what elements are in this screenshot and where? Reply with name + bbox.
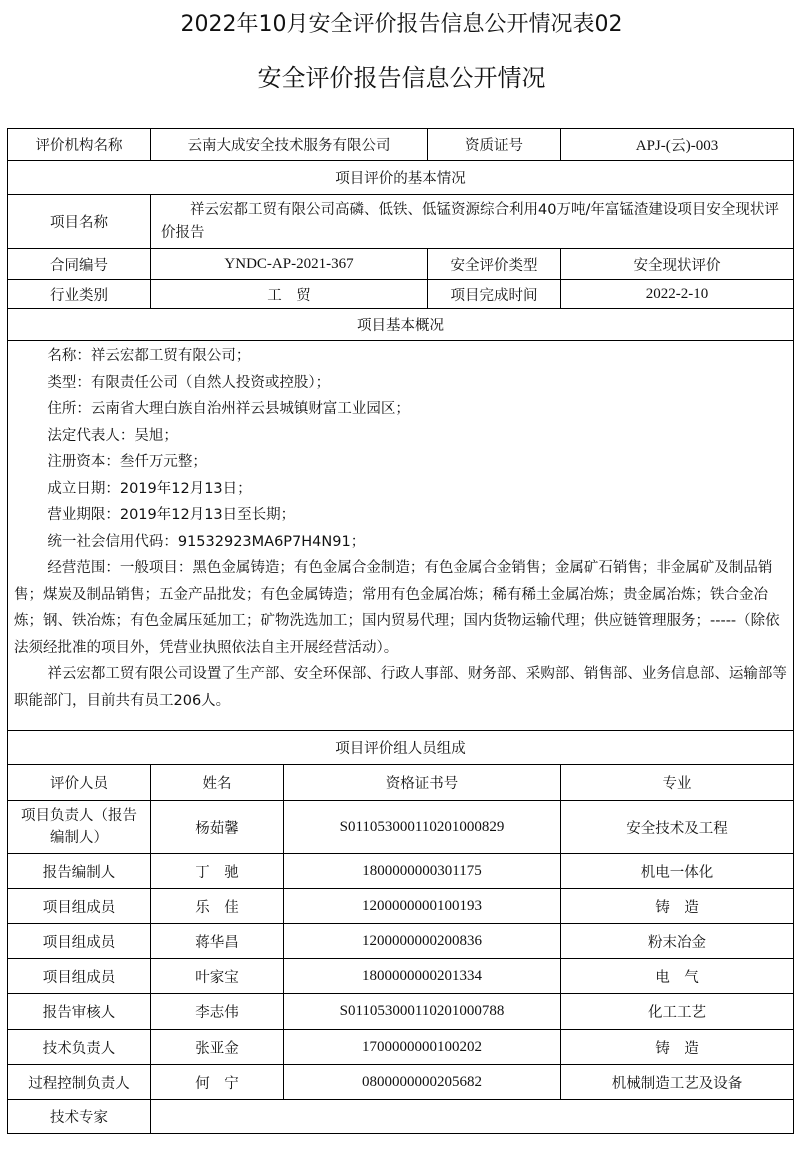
major-cell: 电 气: [561, 959, 794, 994]
project-name-row: [8, 195, 794, 249]
cert-cell: S011053000110201000788: [284, 994, 561, 1030]
overview-section-title: 项目基本概况: [8, 309, 794, 341]
role-cell: 技术负责人: [8, 1030, 151, 1065]
cert-label: 资质证号: [428, 129, 561, 161]
overview-line: 统一社会信用代码：91532923MA6P7H4N91；: [47, 533, 366, 550]
overview-line: 名称：祥云宏都工贸有限公司；: [47, 348, 251, 364]
name-cell: 何 宁: [151, 1065, 284, 1100]
contract-label: 合同编号: [8, 249, 151, 280]
overview-content: [8, 341, 794, 731]
major-cell: 安全技术及工程: [561, 801, 794, 854]
overview-row: [8, 341, 794, 731]
overview-line: 营业期限：2019年12月13日至长期；: [47, 507, 296, 523]
major-cell: 化工工艺: [561, 994, 794, 1030]
major-cell: 粉末冶金: [561, 924, 794, 959]
overview-line: 注册资本：叁仟万元整；: [47, 454, 207, 470]
name-cell: 张亚金: [151, 1030, 284, 1065]
contract-row: [8, 249, 794, 280]
page-subtitle: 安全评价报告信息公开情况: [257, 64, 546, 92]
expert-value: [151, 1100, 794, 1134]
table-row: [8, 959, 794, 994]
name-cell: 李志伟: [151, 994, 284, 1030]
cert-cell: 1200000000100193: [284, 889, 561, 924]
header-name: 姓名: [151, 765, 284, 801]
finish-value: 2022-2-10: [561, 280, 794, 309]
overview-line: 成立日期：2019年12月13日；: [47, 480, 252, 497]
table-row: [8, 889, 794, 924]
role-cell: 过程控制负责人: [8, 1065, 151, 1100]
org-label: 评价机构名称: [8, 129, 151, 161]
industry-label: 行业类别: [8, 280, 151, 309]
contract-value: YNDC-AP-2021-367: [151, 249, 428, 280]
industry-value: 工 贸: [151, 280, 428, 309]
cert-value: APJ-(云)-003: [561, 129, 794, 161]
name-cell: 丁 驰: [151, 854, 284, 889]
expert-row: [8, 1100, 794, 1134]
cert-cell: 1800000000301175: [284, 854, 561, 889]
name-cell: 杨茹馨: [151, 801, 284, 854]
role-cell: 项目组成员: [8, 889, 151, 924]
team-header-row: [8, 765, 794, 801]
industry-row: [8, 280, 794, 309]
team-section-title: 项目评价组人员组成: [8, 731, 794, 765]
org-row: [8, 129, 794, 161]
name-cell: 蒋华昌: [151, 924, 284, 959]
table-row: [8, 994, 794, 1030]
expert-label: 技术专家: [8, 1100, 151, 1134]
name-cell: 叶家宝: [151, 959, 284, 994]
cert-cell: 0800000000205682: [284, 1065, 561, 1100]
overview-scope: 经营范围：一般项目：黑色金属铸造；有色金属合金制造；有色金属合金销售；金属矿石销售；非金属矿及制品销售；煤炭及制品销售；五金产品批发；有色金属铸造；常用有色金属冶炼；稀有稀土金属冶炼；贵金属冶炼；铁合金冶炼；钢、铁冶炼；有色金属压延加工；矿物洗选加工；国内贸易代理；国内货物运输代理；供应链管理服务；-----（除依法须经批准的项目外，凭营业执照依法自主开展经营活动）。: [14, 560, 780, 656]
table-row: [8, 1065, 794, 1100]
role-cell: 报告编制人: [8, 854, 151, 889]
major-cell: 铸 造: [561, 889, 794, 924]
org-value: 云南大成安全技术服务有限公司: [151, 129, 428, 161]
project-name-value: 祥云宏都工贸有限公司高磷、低铁、低锰资源综合利用40万吨/年富锰渣建设项目安全现状评价报告: [151, 195, 794, 249]
header-role: 评价人员: [8, 765, 151, 801]
table-row: [8, 854, 794, 889]
overview-departments: 祥云宏都工贸有限公司设置了生产部、安全环保部、行政人事部、财务部、采购部、销售部、业务信息部、运输部等职能部门，目前共有员工206人。: [14, 666, 787, 709]
cert-cell: 1800000000201334: [284, 959, 561, 994]
major-cell: 机电一体化: [561, 854, 794, 889]
role-cell: 项目组成员: [8, 924, 151, 959]
eval-type-value: 安全现状评价: [561, 249, 794, 280]
major-cell: 机械制造工艺及设备: [561, 1065, 794, 1100]
overview-line: 法定代表人：吴旭；: [47, 427, 178, 444]
cert-cell: S011053000110201000829: [284, 801, 561, 854]
cert-cell: 1200000000200836: [284, 924, 561, 959]
finish-label: 项目完成时间: [428, 280, 561, 309]
table-row: [8, 801, 794, 854]
header-cert: 资格证书号: [284, 765, 561, 801]
eval-type-label: 安全评价类型: [428, 249, 561, 280]
name-cell: 乐 佳: [151, 889, 284, 924]
project-name-label: 项目名称: [8, 195, 151, 249]
page-title: 2022年10月安全评价报告信息公开情况表02: [180, 12, 623, 37]
overview-line: 类型：有限责任公司（自然人投资或控股）；: [47, 374, 331, 391]
cert-cell: 1700000000100202: [284, 1030, 561, 1065]
basic-section-title: 项目评价的基本情况: [8, 161, 794, 195]
table-row: [8, 1030, 794, 1065]
major-cell: 铸 造: [561, 1030, 794, 1065]
role-cell: 报告审核人: [8, 994, 151, 1030]
info-table: [7, 128, 793, 1134]
table-row: [8, 924, 794, 959]
role-cell: 项目组成员: [8, 959, 151, 994]
header-major: 专业: [561, 765, 794, 801]
role-cell: 项目负责人（报告编制人）: [8, 801, 151, 854]
overview-line: 住所：云南省大理白族自治州祥云县城镇财富工业园区；: [47, 401, 410, 417]
